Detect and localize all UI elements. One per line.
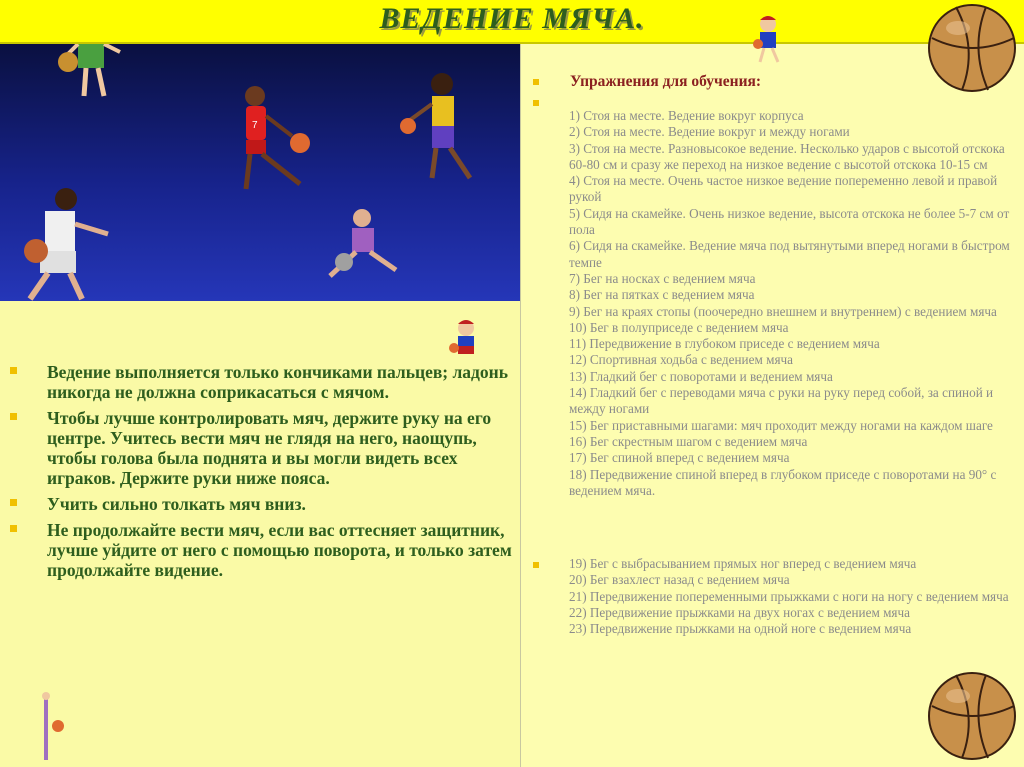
exercise-item: 14) Гладкий бег с переводами мяча с руки на руку перед собой, за спиной и между ногами bbox=[569, 385, 994, 417]
exercise-item: 3) Стоя на месте. Разновысокое ведение. Несколько ударов с высотой отскока 60-80 см и сразу же переход на низкое ведение с высотой отскока 10-15 см bbox=[569, 140, 1005, 172]
exercise-item: 18) Передвижение спиной вперед в глубоком приседе с поворотами на 90° с ведением мяча. bbox=[569, 466, 997, 498]
exercise-item: 11) Передвижение в глубоком приседе с ведением мяча bbox=[569, 336, 880, 352]
list-item bbox=[10, 408, 515, 488]
exercise-item: 21) Передвижение попеременными прыжками с ноги на ногу с ведением мяча bbox=[569, 588, 1009, 604]
bullet-text: Чтобы лучше контролировать мяч, держите руку на его центре. Учитесь вести мяч не глядя на него, наощупь, чтобы голова была поднята и вы могли видеть всех играков. Держите руки ниже пояса. bbox=[47, 408, 492, 488]
exercise-item: 9) Бег на краях стопы (поочередно внешнем и внутреннем) с ведением мяча bbox=[569, 303, 997, 319]
exercise-item: 15) Бег приставными шагами: мяч проходит между ногами на каждом шаге bbox=[569, 417, 993, 433]
exercise-item: 17) Бег спиной вперед с ведением мяча bbox=[569, 450, 790, 466]
exercise-item: 5) Сидя на скамейке. Очень низкое ведение, высота отскока не более 5-7 см от пола bbox=[569, 205, 1010, 238]
exercise-item: 22) Передвижение прыжками на двух ногах с ведением мяча bbox=[569, 604, 910, 620]
basketball-bottom-icon bbox=[926, 670, 1018, 762]
list-item bbox=[10, 362, 515, 402]
exercise-item: 19) Бег с выбрасыванием прямых ног вперед с ведением мяча bbox=[569, 556, 917, 571]
bullet-text: Не продолжайте вести мяч, если вас оттесняет защитник, лучше уйдите от него с помощью поворота, и только затем продолжайте видение. bbox=[47, 520, 512, 580]
bullet-marker bbox=[533, 562, 539, 568]
exercise-item: 20) Бег взахлест назад с ведением мяча bbox=[569, 572, 790, 588]
bullet-marker bbox=[533, 100, 539, 106]
exercises-heading: Упражнения для обучения: bbox=[533, 73, 761, 91]
bullet-text: Ведение выполняется только кончиками пальцев; ладонь никогда не должна соприкасаться с мячом. bbox=[47, 362, 508, 402]
player-white-icon bbox=[24, 188, 108, 299]
svg-text:7: 7 bbox=[252, 120, 258, 131]
exercise-item: 6) Сидя на скамейке. Ведение мяча под вытянутыми вперед ногами в быстром темпе bbox=[569, 238, 1010, 270]
exercise-item: 16) Бег скрестным шагом с ведением мяча bbox=[569, 433, 808, 449]
basketball-top-icon bbox=[926, 2, 1018, 94]
exercise-item: 2) Стоя на месте. Ведение вокруг и между ногами bbox=[569, 124, 850, 140]
small-player-bottom-icon bbox=[38, 690, 68, 767]
page-title: ВЕДЕНИЕ МЯЧА. bbox=[379, 2, 645, 35]
exercise-list-b bbox=[569, 556, 1019, 637]
player-red-icon bbox=[245, 86, 310, 189]
list-item bbox=[10, 520, 515, 580]
exercise-item: 12) Спортивная ходьба с ведением мяча bbox=[569, 352, 793, 368]
exercise-item: 8) Бег на пятках с ведением мяча bbox=[569, 287, 755, 303]
left-bullet-list bbox=[10, 362, 515, 586]
bullet-text: Учить сильно толкать мяч вниз. bbox=[47, 494, 306, 514]
exercise-list-a bbox=[569, 108, 1019, 499]
small-kid-dribbling-icon bbox=[448, 318, 484, 356]
player-purple-icon bbox=[330, 209, 396, 276]
exercise-item: 13) Гладкий бег с поворотами и ведением мяча bbox=[569, 368, 833, 384]
exercise-item: 10) Бег в полуприседе с ведением мяча bbox=[569, 319, 789, 335]
exercise-item: 7) Бег на носках с ведением мяча bbox=[569, 270, 756, 286]
exercise-item: 1) Стоя на месте. Ведение вокруг корпуса bbox=[569, 108, 804, 123]
exercise-item: 4) Стоя на месте. Очень частое низкое ведение попеременно левой и правой рукой bbox=[569, 173, 998, 205]
exercise-item: 23) Передвижение прыжками на одной ноге с ведением мяча bbox=[569, 621, 912, 637]
small-kid-icon bbox=[750, 14, 790, 64]
list-item bbox=[10, 494, 515, 514]
player-yellow-icon bbox=[400, 73, 470, 178]
